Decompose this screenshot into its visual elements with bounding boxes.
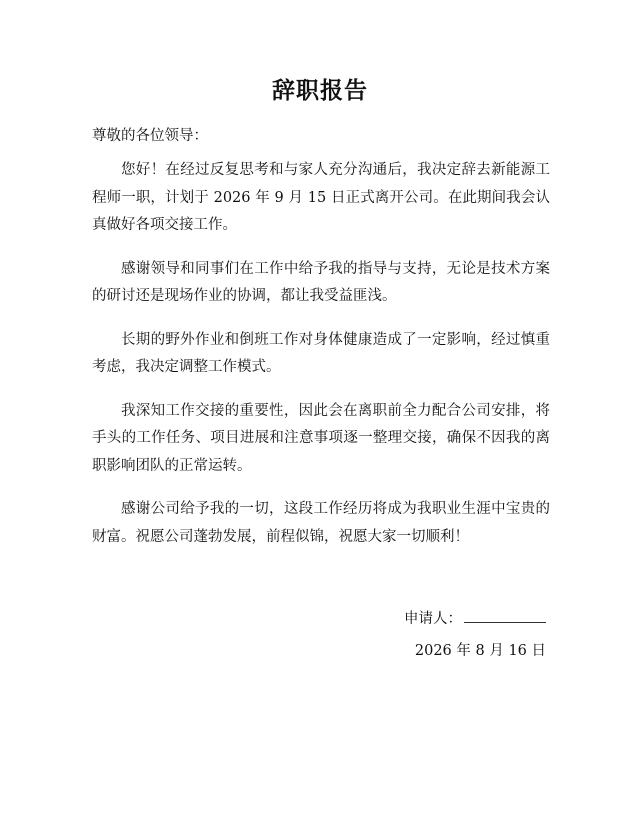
- paragraph-reason: 长期的野外作业和倒班工作对身体健康造成了一定影响，经过慎重考虑，我决定调整工作模式。: [92, 331, 550, 375]
- paragraph-handover: 我深知工作交接的重要性，因此会在离职前全力配合公司安排，将手头的工作任务、项目进展和注意事项逐一整理交接，确保不因我的离职影响团队的正常运转。: [92, 402, 550, 474]
- signature-line: [464, 608, 546, 623]
- paragraph-greeting: 您好！在经过反复思考和与家人充分沟通后，我决定辞去新能源工程师一职，计划于 2026 年 9 月 15 日正式离开公司。在此期间我会认真做好各项交接工作。: [92, 162, 550, 233]
- document-title: 辞职报告: [272, 78, 368, 104]
- paragraph-thanks: 感谢领导和同事们在工作中给予我的指导与支持，无论是技术方案的研讨还是现场作业的协调，都让我受益匪浅。: [92, 260, 550, 304]
- salutation: 尊敬的各位领导：: [92, 128, 208, 144]
- paragraph-closing: 感谢公司给予我的一切，这段工作经历将成为我职业生涯中宝贵的财富。祝愿公司蓬勃发展，前程似锦，祝愿大家一切顺利！: [92, 501, 550, 545]
- letter-body: [92, 157, 550, 567]
- signing-date: 2026 年 8 月 16 日: [414, 643, 546, 659]
- applicant-label: 申请人：: [404, 611, 462, 627]
- signature-block: [404, 608, 546, 629]
